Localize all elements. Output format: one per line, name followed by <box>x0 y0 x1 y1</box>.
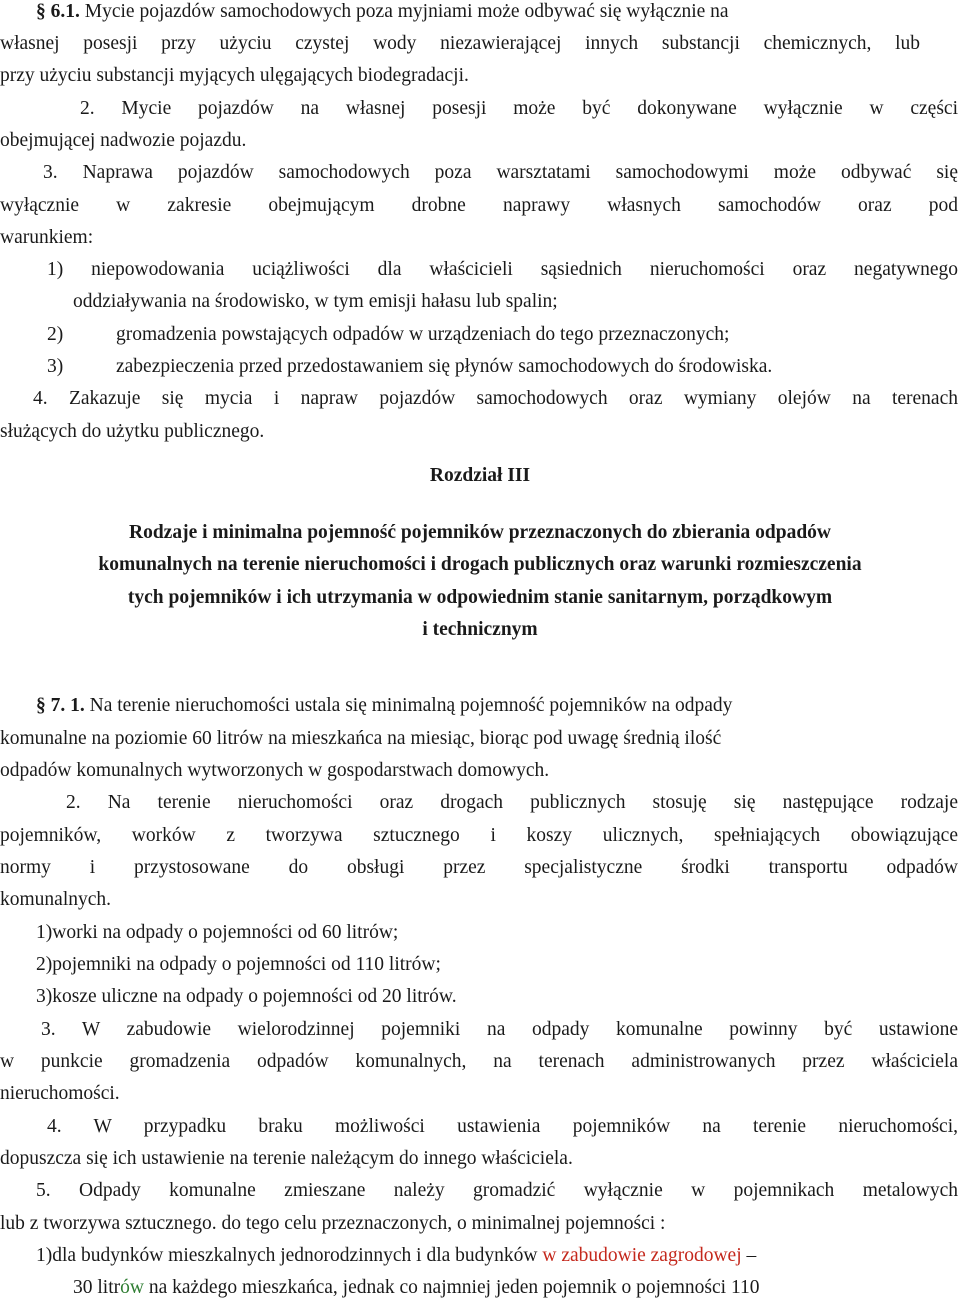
paragraph-6-3-line-1: 3. Naprawa pojazdów samochodowych poza warsztatami samochodowymi może odbywać się <box>43 162 958 183</box>
paragraph-7-3-line-2: w punkcie gromadzenia odpadów komunalnych, na terenach administrowanych przez właściciela <box>0 1051 958 1072</box>
paragraph-6-3-line-3: warunkiem: <box>0 227 94 248</box>
chapter-title: Rozdział III <box>429 465 531 486</box>
paragraph-6-1-line-2: własnej posesji przy użyciu czystej wody niezawierającej innych substancji chemicznych, lub <box>0 33 920 54</box>
paragraph-text: Na terenie nieruchomości ustala się minimalną pojemność pojemników na odpady <box>89 695 733 716</box>
paragraph-7-4-line-1: 4. W przypadku braku możliwości ustawienia pojemników na terenie nieruchomości, <box>47 1116 958 1137</box>
container-list-item-2: 2)pojemniki na odpady o pojemności od 110 litrów; <box>36 954 441 975</box>
container-list-item-3: 3)kosze uliczne na odpady o pojemności od 20 litrów. <box>36 986 457 1007</box>
paragraph-text: Mycie pojazdów samochodowych poza myjniami może odbywać się wyłącznie na <box>84 1 729 22</box>
paragraph-6-1-line-1 <box>36 0 729 29</box>
paragraph-7-3-line-3: nieruchomości. <box>0 1083 120 1104</box>
paragraph-6-4-line-2: służących do użytku publicznego. <box>0 421 265 442</box>
item-text: 30 litr <box>73 1277 121 1298</box>
highlighted-text-red: w zabudowie zagrodowej <box>542 1245 742 1266</box>
item-text-continued: na każdego mieszkańca, jednak co najmniej jeden pojemnik o pojemności 110 <box>143 1277 760 1298</box>
minimum-capacity-item-1-line-1 <box>36 1240 756 1273</box>
paragraph-6-3-line-2: wyłącznie w zakresie obejmującym drobne naprawy własnych samochodów oraz pod <box>0 195 958 216</box>
chapter-heading-line-1: Rodzaje i minimalna pojemność pojemników przeznaczonych do zbierania odpadów <box>129 522 831 543</box>
paragraph-6-1-line-3: przy użyciu substancji myjących ulęgających biodegradacji. <box>0 65 469 86</box>
item-dash: – <box>741 1245 757 1266</box>
paragraph-7-2-line-1: 2. Na terenie nieruchomości oraz drogach publicznych stosuję się następujące rodzaje <box>66 792 958 813</box>
paragraph-7-5-line-1: 5. Odpady komunalne zmieszane należy gromadzić wyłącznie w pojemnikach metalowych <box>36 1180 958 1201</box>
chapter-heading-line-3: tych pojemników i ich utrzymania w odpowiednim stanie sanitarnym, porządkowym <box>127 587 833 608</box>
list-item-3-text: zabezpieczenia przed przedostawaniem się płynów samochodowych do środowiska. <box>116 356 773 377</box>
paragraph-7-2-line-3: normy i przystosowane do obsługi przez specjalistyczne środki transportu odpadów <box>0 857 958 878</box>
minimum-capacity-item-1-line-2 <box>73 1272 759 1305</box>
list-item-1-line-2: oddziaływania na środowisko, w tym emisji hałasu lub spalin; <box>73 291 558 312</box>
paragraph-6-2-line-1: 2. Mycie pojazdów na własnej posesji może być dokonywane wyłącznie w części <box>80 98 958 119</box>
highlighted-text-green: ów <box>120 1277 144 1298</box>
list-item-2-text: gromadzenia powstających odpadów w urządzeniach do tego przeznaczonych; <box>116 324 730 345</box>
paragraph-7-5-line-2: lub z tworzywa sztucznego. do tego celu przeznaczonych, o minimalnej pojemności : <box>0 1213 666 1234</box>
chapter-heading-line-2: komunalnych na terenie nieruchomości i drogach publicznych oraz warunki rozmieszczenia <box>98 554 862 575</box>
section-number: § 7. 1. <box>36 695 85 716</box>
chapter-heading-line-4: i technicznym <box>422 619 538 640</box>
list-item-3-number: 3) <box>47 356 64 377</box>
paragraph-7-2-line-4: komunalnych. <box>0 889 112 910</box>
paragraph-7-1-line-3: odpadów komunalnych wytworzonych w gospodarstwach domowych. <box>0 760 550 781</box>
container-list-item-1: 1)worki na odpady o pojemności od 60 litrów; <box>36 922 399 943</box>
paragraph-7-1-line-2: komunalne na poziomie 60 litrów na mieszkańca na miesiąc, biorąc pod uwagę średnią ilość <box>0 728 722 749</box>
paragraph-7-3-line-1: 3. W zabudowie wielorodzinnej pojemniki na odpady komunalne powinny być ustawione <box>41 1019 958 1040</box>
paragraph-7-1-line-1 <box>36 690 732 723</box>
paragraph-7-2-line-2: pojemników, worków z tworzywa sztucznego i koszy ulicznych, spełniających obowiązujące <box>0 825 958 846</box>
paragraph-6-4-line-1: 4. Zakazuje się mycia i napraw pojazdów samochodowych oraz wymiany olejów na terenach <box>33 388 958 409</box>
item-text: 1)dla budynków mieszkalnych jednorodzinnych i dla budynków <box>36 1245 543 1266</box>
section-number: § 6.1. <box>36 1 80 22</box>
list-item-1-line-1: 1) niepowodowania uciążliwości dla właścicieli sąsiednich nieruchomości oraz negatywnego <box>47 259 958 280</box>
list-item-2-number: 2) <box>47 324 64 345</box>
paragraph-6-2-line-2: obejmującej nadwozie pojazdu. <box>0 130 247 151</box>
paragraph-7-4-line-2: dopuszcza się ich ustawienie na terenie należącym do innego właściciela. <box>0 1148 573 1169</box>
